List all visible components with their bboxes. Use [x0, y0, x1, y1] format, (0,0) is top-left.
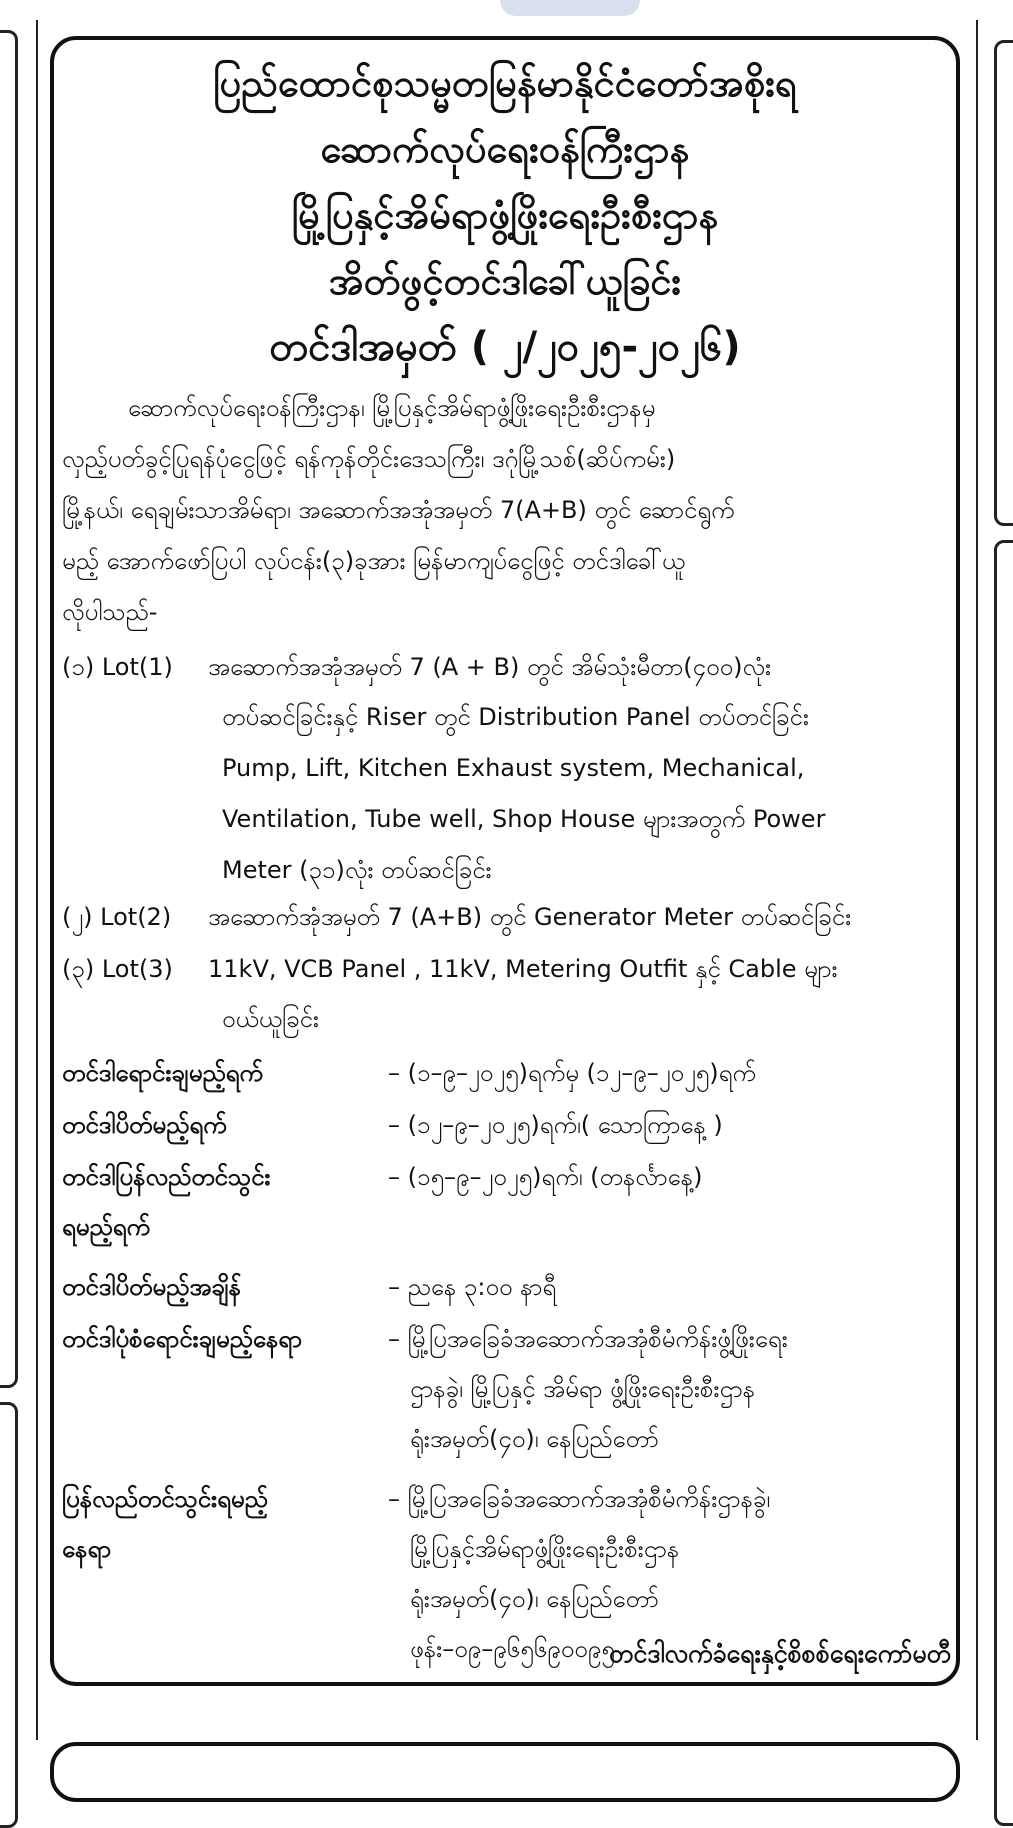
intro-paragraph	[62, 386, 956, 641]
next-page-sliver	[500, 0, 640, 16]
intro-line: မည့် အောက်ဖော်ပြပါ လုပ်ငန်း(၃)ခုအား မြန်မာကျပ်ငွေဖြင့် တင်ဒါခေါ်ယူ	[62, 547, 686, 575]
info-value: – မြို့ပြအခြေခံအဆောက်အအုံစီမံကိန်းဌာနခွဲ၊ မြို့ပြနှင့်အိမ်ရာဖွံ့ဖြိုးရေးဦးစီးဌာန ရုံးအမှတ်(၄၀)၊ နေပြည်တော် ဖုန်း–၀၉–၉၆၅၆၉၀၀၉၅	[388, 1485, 771, 1663]
intro-line: လှည့်ပတ်ခွင့်ပြုရန်ပုံငွေဖြင့် ရန်ကုန်တိုင်းဒေသကြီး၊ ဒဂုံမြို့သစ်(ဆိပ်ကမ်း)	[62, 445, 676, 473]
lot-line: အဆောက်အအုံအမှတ် 7 (A + B) တွင် အိမ်သုံးမီတာ(၄၀၀)လုံး	[208, 653, 772, 681]
info-value: – မြို့ပြအခြေခံအဆောက်အအုံစီမံကိန်းဖွံ့ဖြိုးရေး ဌာနခွဲ၊ မြို့ပြနှင့် အိမ်ရာ ဖွံ့ဖြိုးရေးဦးစီးဌာန ရုံးအမှတ်(၄၀)၊ နေပြည်တော်	[388, 1325, 788, 1453]
info-label: တင်ဒါရောင်းချမည့်ရက်	[62, 1059, 263, 1087]
tender-number: တင်ဒါအမှတ် ( ၂/၂၀၂၅-၂၀၂၆)	[269, 324, 741, 370]
column-rule-right	[976, 20, 978, 1740]
info-value: – ညနေ ၃:၀၀ နာရီ	[388, 1273, 557, 1301]
info-label: တင်ဒါပြန်လည်တင်သွင်း ရမည့်ရက်	[62, 1163, 271, 1241]
ministry-title: ဆောက်လုပ်ရေးဝန်ကြီးဌာန	[320, 127, 690, 171]
adjacent-notice-frame-left	[0, 30, 18, 1388]
lot-number: (၃) Lot(3)	[62, 955, 173, 983]
lot-number: (၁) Lot(1)	[62, 653, 173, 681]
intro-line: မြို့နယ်၊ ရေချမ်းသာအိမ်ရာ၊ အဆောက်အအုံအမှတ် 7(A+B) တွင် ဆောင်ရွက်	[62, 496, 735, 524]
department-title: မြို့ပြနှင့်အိမ်ရာဖွံ့ဖြိုးရေးဦးစီးဌာန	[291, 193, 719, 237]
lot-line: အဆောက်အုံအမှတ် 7 (A+B) တွင် Generator Meter တပ်ဆင်ခြင်း	[208, 903, 852, 931]
adjacent-notice-frame-right	[994, 40, 1013, 526]
government-title: ပြည်ထောင်စုသမ္မတမြန်မာနိုင်ငံတော်အစိုးရ	[213, 61, 797, 105]
lot-number: (၂) Lot(2)	[62, 903, 172, 931]
info-label: ပြန်လည်တင်သွင်းရမည့် နေရာ	[62, 1485, 268, 1563]
info-value: – (၁၂–၉–၂၀၂၅)ရက်၊( သောကြာနေ့ )	[388, 1111, 723, 1139]
lot-item	[62, 642, 825, 896]
lot-line: တပ်ဆင်ခြင်းနှင့် Riser တွင် Distribution Panel တပ်တင်ခြင်း	[222, 703, 809, 731]
next-notice-frame	[50, 1742, 960, 1802]
intro-line: ဆောက်လုပ်ရေးဝန်ကြီးဌာန၊ မြို့ပြနှင့်အိမ်ရာဖွံ့ဖြိုးရေးဦးစီးဌာနမှ	[128, 394, 656, 422]
column-rule-left	[36, 20, 38, 1740]
adjacent-notice-frame-right-lower	[994, 540, 1013, 1826]
committee-signature: တင်ဒါလက်ခံရေးနှင့်စိစစ်ရေးကော်မတီ	[609, 1639, 951, 1668]
info-label: တင်ဒါပိတ်မည့်အချိန်	[62, 1273, 242, 1301]
lot-line: Meter (၃၁)လုံး တပ်ဆင်ခြင်း	[222, 856, 492, 884]
info-value: – (၁–၉–၂၀၂၅)ရက်မှ (၁၂–၉–၂၀၂၅)ရက်	[388, 1059, 756, 1087]
lot-line: 11kV, VCB Panel , 11kV, Metering Outfit နှင့် Cable များ	[208, 955, 838, 983]
info-value: – (၁၅–၉–၂၀၂၅)ရက်၊ (တနင်္လာနေ့)	[388, 1163, 703, 1191]
notice-title: အိတ်ဖွင့်တင်ဒါခေါ်ယူခြင်း	[328, 259, 682, 303]
lot-item	[62, 892, 851, 942]
adjacent-notice-frame-left-lower	[0, 1402, 18, 1828]
lot-line: Pump, Lift, Kitchen Exhaust system, Mechanical,	[222, 754, 805, 782]
lot-line: ဝယ်ယူခြင်း	[222, 1005, 320, 1033]
info-label: တင်ဒါပိတ်မည့်ရက်	[62, 1111, 227, 1139]
lot-line: Ventilation, Tube well, Shop House များအတွက် Power	[222, 805, 826, 833]
lot-item	[62, 944, 838, 1044]
intro-line: လိုပါသည်-	[62, 598, 158, 626]
info-label: တင်ဒါပုံစံရောင်းချမည့်နေရာ	[62, 1325, 302, 1353]
